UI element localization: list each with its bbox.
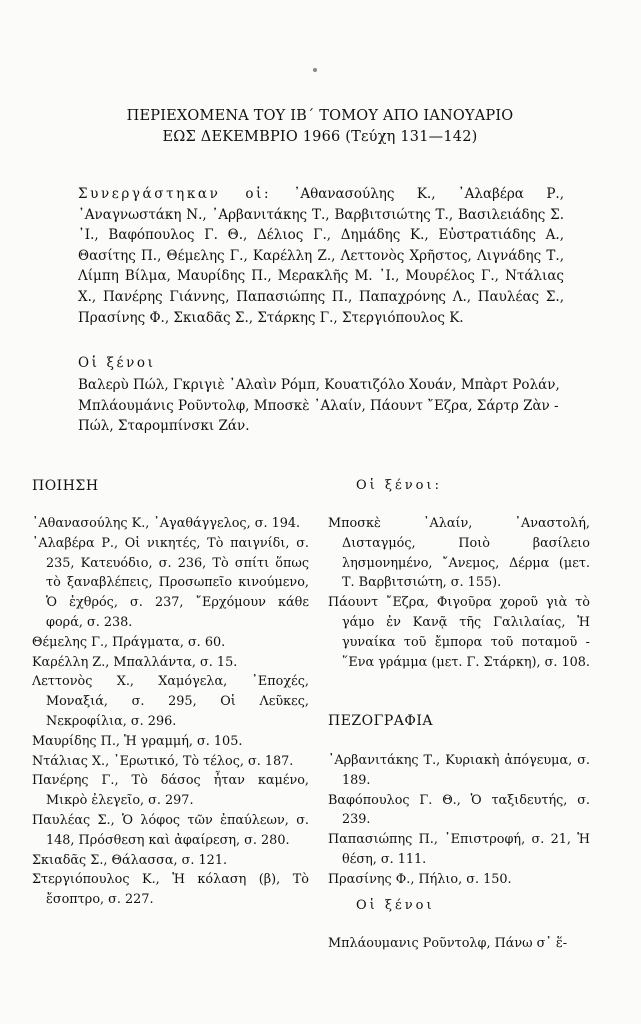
list-item: ᾿Αλαβέρα Ρ., Οἱ νικητές, Τὸ παιγνίδι, σ. 235, Κατευόδιο, σ. 236, Τὸ σπίτι ὅπως τὸ ξαναβλέπεις, Προσωπεῖο κινούμενο, Ὁ ἐχθρός, σ. 237, ῎Ερχόμουν κάθε φορά, σ. 238. <box>32 535 309 630</box>
section-title-poetry: ΠΟΙΗΣΗ <box>32 478 99 494</box>
list-item: Πάουντ ῎Εζρα, Φιγοῦρα χοροῦ γιὰ τὸ γάμο ἐν Κανᾷ τῆς Γαλιλαίας, Ἡ γυναίκα τοῦ ἔμπορα τοῦ ποταμοῦ - ῞Ενα γράμμα (μετ. Γ. Στάρκη), σ. 108. <box>328 595 591 670</box>
list-item: Ντάλιας Χ., ᾿Ερωτικό, Τὸ τέλος, σ. 187. <box>32 753 294 769</box>
list-item: Μπλάουμανις Ροῦντολφ, Πάνω σ᾿ ἕ- <box>328 936 568 951</box>
list-item: Μποσκὲ ᾿Αλαίν, ᾿Αναστολή, Δισταγμός, Ποιὸ βασίλειο λησμονημένο, ῎Ανεμος, Δέρμα (μετ. Τ. Βαρβιτσιώτη, σ. 155). <box>328 516 590 591</box>
section-title-poetry-foreign: Οἱ ξένοι: <box>356 478 442 493</box>
list-item: Πρασίνης Φ., Πήλιο, σ. 150. <box>328 871 512 887</box>
title-line-1: ΠΕΡΙΕΧΟΜΕΝΑ ΤΟΥ ΙΒ΄ ΤΟΜΟΥ ΑΠΟ ΙΑΝΟΥΑΡΙΟ <box>126 108 514 124</box>
list-item: Θέμελης Γ., Πράγματα, σ. 60. <box>32 634 226 650</box>
list-item: Καρέλλη Ζ., Μπαλλάντα, σ. 15. <box>32 654 238 670</box>
contributors-paragraph <box>78 184 564 328</box>
list-item: Παυλέας Σ., Ὁ λόφος τῶν ἐπαύλεων, σ. 148, Πρόσθεση καὶ ἀφαίρεση, σ. 280. <box>32 812 309 848</box>
contributors-names: ᾿Αθανασούλης Κ., ᾿Αλαβέρα Ρ., ᾿Αναγνωστάκη Ν., ᾿Αρβανιτάκης Τ., Βαρβιτσιώτης Τ., Βασιλειάδης Σ. ᾿Ι., Βαφόπουλος Γ. Θ., Δέλιος Γ., Δημάδης Κ., Εὐστρατιάδης Α., Θασίτης Π., Θέμελης Γ., Καρέλλη Ζ., Λεττονὸς Χρῆστος, Λιγνάδης Τ., Λίμπη Βίλμα, Μαυρίδης Π., Μερακλῆς Μ. ᾿Ι., Μουρέλος Γ., Ντάλιας Χ., Πανέρης Γιάννης, Παπασιώπης Π., Παπαχρόνης Λ., Παυλέας Σ., Πρασίνης Φ., Σκιαδᾶς Σ., Στάρκης Γ., Στεργιόπουλος Κ. <box>78 186 564 326</box>
section-title-prose-foreign: Οἱ ξένοι <box>356 898 435 913</box>
title-line-2: ΕΩΣ ΔΕΚΕΜΒΡΙΟ 1966 (Τεύχη 131—142) <box>162 129 478 145</box>
list-item: ᾿Αρβανιτάκης Τ., Κυριακὴ ἀπόγευμα, σ. 189. <box>328 753 590 788</box>
list-item: Στεργιόπουλος Κ., Ἡ κόλαση (β), Τὸ ἔσοπτρο, σ. 227. <box>32 872 309 908</box>
page-mark <box>313 68 317 72</box>
section-title-prose: ΠΕΖΟΓΡΑΦΙΑ <box>328 713 433 729</box>
foreigners-label: Οἱ ξένοι <box>78 355 156 371</box>
poetry-list <box>32 514 309 910</box>
list-item: Βαφόπουλος Γ. Θ., Ὁ ταξιδευτής, σ. 239. <box>328 792 590 828</box>
foreigners-names: Βαλερὺ Πώλ, Γκριγιὲ ᾿Αλαὶν Ρόμπ, Κουατιζόλο Χουάν, Μπὰρτ Ρολάν, Μπλάουμάνις Ροῦντολφ, Μποσκὲ ᾿Αλαίν, Πάουντ ῎Εζρα, Σάρτρ Ζὰν - Πώλ, Σταρομπίνσκι Ζάν. <box>78 377 560 435</box>
list-item: ᾿Αθανασούλης Κ., ᾿Αγαθάγγελος, σ. 194. <box>32 516 301 531</box>
prose-foreign-list <box>328 934 590 954</box>
list-item: Λεττονὸς Χ., Χαμόγελα, ᾿Εποχές, Μοναξιά, σ. 295, Οἱ Λεῦκες, Νεκροφίλια, σ. 296. <box>32 674 309 729</box>
contributors-label: Συνεργάστηκαν οἱ: <box>78 186 272 202</box>
list-item: Πανέρης Γ., Τὸ δάσος ἦταν καμένο, Μικρὸ ἐλεγεῖο, σ. 297. <box>32 773 309 809</box>
page-title <box>60 106 580 148</box>
list-item: Σκιαδᾶς Σ., Θάλασσα, σ. 121. <box>32 852 228 868</box>
list-item: Μαυρίδης Π., Ἡ γραμμή, σ. 105. <box>32 733 243 749</box>
list-item: Παπασιώπης Π., ᾿Επιστροφή, σ. 21, Ἡ θέση, σ. 111. <box>328 832 590 867</box>
poetry-foreign-list <box>328 514 590 672</box>
prose-list <box>328 751 590 890</box>
